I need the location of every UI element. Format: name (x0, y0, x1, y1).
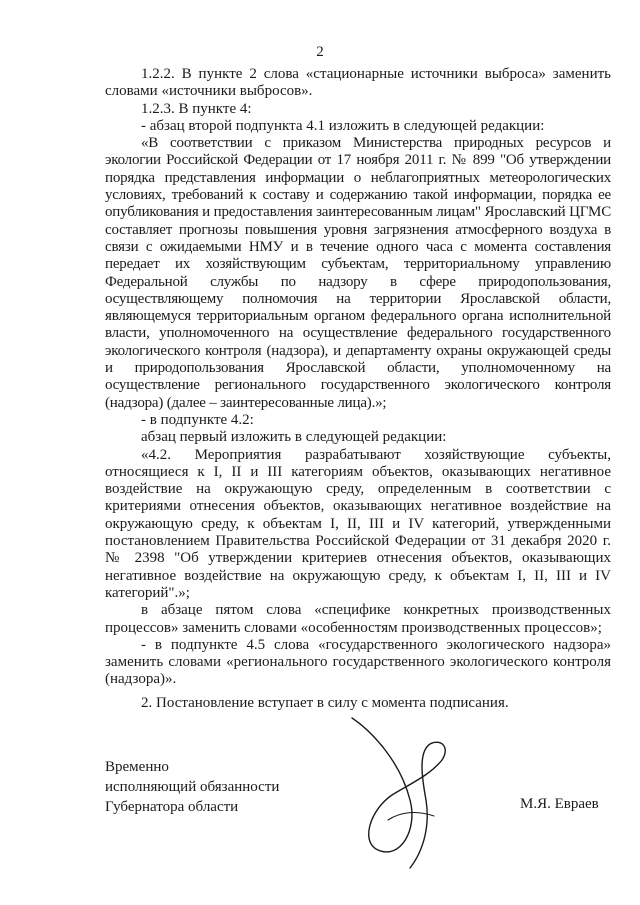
paragraph-effective-date: 2. Постановление вступает в силу с момента подписания. (141, 694, 509, 711)
paragraph-4-2-sub: абзац первый изложить в следующей редакции: (141, 429, 447, 446)
signatory-title-line: Временно (105, 759, 169, 775)
signatory-title-line: Губернатора области (105, 799, 239, 815)
signatory-name: М.Я. Евраев (520, 796, 599, 812)
paragraph-4-1-intro: - абзац второй подпункта 4.1 изложить в следующей редакции: (141, 117, 545, 134)
paragraph-4-2-text: «4.2. Мероприятия разрабатывают хозяйствующие субъекты, относящиеся к I, II и III категориям объектов, оказывающих негативное воздействие на окружающую среду, определенным в соответствии с критериями отнесения объектов, оказывающих негативное воздействие на окружающую среду, к объектам I, II, III и IV категорий, утвержденными постановлением Правительства Российской Федерации от 31 декабря 2020 г. № 2398 "Об утверждении критериев отнесения объектов, оказывающих негативное воздействие на окружающую среду, к объектам I, II, III и IV категорий".»; (105, 446, 611, 601)
paragraph-1-2-3: 1.2.3. В пункте 4: (141, 100, 252, 117)
paragraph-abzac-5: в абзаце пятом слова «специфике конкретных производственных процессов» заменить словами «особенностям производственных процессов»; (105, 602, 611, 636)
paragraph-4-5: - в подпункте 4.5 слова «государственного экологического надзора» заменить словами «регионального государственного экологического контроля (надзора)». (105, 636, 611, 688)
page-number: 2 (316, 44, 324, 60)
paragraph-4-2-intro: - в подпункте 4.2: (141, 411, 254, 428)
paragraph-1-2-2: 1.2.2. В пункте 2 слова «стационарные источники выброса» заменить словами «источники выбросов». (105, 66, 611, 100)
signatory-title (105, 757, 365, 817)
document-body (105, 66, 611, 712)
paragraph-4-1-text: «В соответствии с приказом Министерства природных ресурсов и экологии Российской Федерации от 17 ноября 2011 г. № 899 "Об утверждении порядка представления информации о неблагоприятных метеорологических условиях, требований к составу и содержанию такой информации, порядка ее опубликования и предоставления заинтересованным лицам" Ярославский ЦГМС составляет прогнозы повышения уровня загрязнения атмосферного воздуха в связи с ожидаемыми НМУ и в течение одного часа с момента составления передает их хозяйствующим субъектам, территориальному управлению Федеральной службы по надзору в сфере природопользования, осуществляющему полномочия на территории Ярославской области, являющемуся территориальным органом федерального органа исполнительной власти, уполномоченного на осуществление федерального государственного экологического контроля (надзора), и департаменту охраны окружающей среды и природопользования Ярославской области, уполномоченному на осуществление регионального государственного экологического контроля (надзора) (далее – заинтересованные лица).»; (105, 135, 611, 411)
signatory-title-line: исполняющий обязанности (105, 779, 280, 795)
